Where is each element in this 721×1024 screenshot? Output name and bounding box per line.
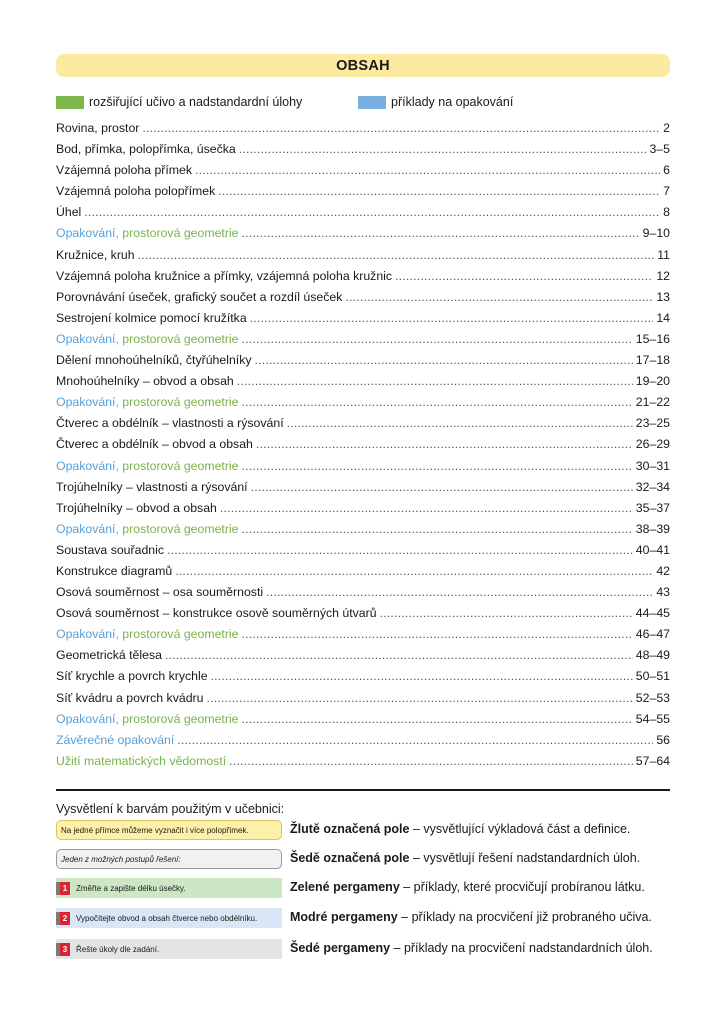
toc-label	[56, 392, 239, 413]
toc-row[interactable]	[56, 519, 670, 540]
toc-page-number: 13	[656, 289, 670, 304]
sample-box-green	[56, 878, 282, 898]
explanation-row	[56, 820, 670, 842]
toc-leader-dots	[84, 202, 660, 223]
explanation-row	[56, 908, 670, 930]
table-of-contents	[56, 118, 670, 772]
explanation-text	[290, 910, 652, 924]
toc-leader-dots	[242, 392, 633, 413]
toc-label-green: prostorová geometrie	[118, 331, 239, 346]
toc-row[interactable]	[56, 751, 670, 772]
toc-label: Geometrická tělesa	[56, 648, 162, 663]
toc-row[interactable]	[56, 561, 670, 582]
toc-page-number: 56	[656, 732, 670, 747]
toc-label	[56, 456, 239, 477]
toc-label-blue: Opakování,	[56, 627, 119, 642]
toc-label: Síť krychle a povrch krychle	[56, 669, 208, 684]
toc-row[interactable]	[56, 456, 670, 477]
legend-green	[56, 95, 302, 109]
toc-row[interactable]	[56, 434, 670, 455]
toc-leader-dots	[256, 434, 633, 455]
toc-page-number: 2	[663, 121, 670, 135]
toc-row[interactable]	[56, 477, 670, 498]
toc-page-number: 6	[663, 163, 670, 178]
explanation-rest: – vysvětlují řešení nadstandardních úloh.	[409, 851, 641, 865]
sample-box-yellow	[56, 820, 282, 840]
explanation-text	[290, 822, 630, 836]
toc-page-number: 17–18	[635, 353, 670, 368]
toc-leader-dots	[165, 645, 633, 666]
explanation-rest: – příklady na procvičení již probraného učiva.	[397, 910, 652, 924]
toc-page-number: 23–25	[635, 416, 670, 431]
toc-leader-dots	[220, 498, 633, 519]
toc-label-green: prostorová geometrie	[118, 395, 239, 410]
toc-page-number: 52–53	[635, 690, 670, 705]
toc-row[interactable]	[56, 645, 670, 666]
explanation-title: Vysvětlení k barvám použitým v učebnici:	[56, 802, 285, 816]
toc-page-number: 12	[656, 268, 670, 283]
toc-page-number: 11	[657, 247, 670, 262]
toc-leader-dots	[255, 350, 633, 371]
toc-label: Užití matematických vědomostí	[56, 753, 227, 768]
toc-label: Úhel	[56, 205, 82, 220]
divider	[56, 789, 670, 791]
sample-box-text: Změřte a zapište délku úsečky.	[76, 883, 186, 893]
toc-row[interactable]	[56, 245, 670, 266]
explanation-bold: Zelené pergameny	[290, 880, 400, 894]
toc-label-blue: Opakování,	[56, 226, 119, 241]
toc-page-number: 48–49	[635, 648, 670, 663]
explanation-text	[290, 851, 640, 865]
explanation-bold: Šedé pergameny	[290, 941, 391, 955]
toc-label: Vzájemná poloha přímek	[56, 163, 193, 178]
toc-label: Čtverec a obdélník – obvod a obsah	[56, 437, 253, 452]
toc-label: Konstrukce diagramů	[56, 563, 173, 578]
sample-box-text: Jeden z možných postupů řešení:	[61, 854, 181, 864]
blue-swatch	[358, 96, 386, 109]
toc-leader-dots	[242, 624, 633, 645]
toc-leader-dots	[345, 287, 653, 308]
toc-page-number: 21–22	[635, 395, 670, 410]
toc-row[interactable]	[56, 540, 670, 561]
toc-row[interactable]	[56, 730, 670, 751]
toc-label: Trojúhelníky – vlastnosti a rýsování	[56, 479, 248, 494]
toc-page-number: 46–47	[635, 627, 670, 642]
toc-label-green: prostorová geometrie	[118, 521, 239, 536]
toc-label: Vzájemná poloha polopřímek	[56, 184, 216, 199]
toc-label: Osová souměrnost – konstrukce osově souměrných útvarů	[56, 606, 377, 621]
toc-label	[56, 624, 239, 645]
toc-label: Porovnávání úseček, grafický součet a rozdíl úseček	[56, 289, 343, 304]
sample-box-gray	[56, 849, 282, 869]
toc-row[interactable]	[56, 139, 670, 160]
toc-page-number: 3–5	[649, 142, 670, 157]
toc-page-number: 50–51	[635, 669, 670, 684]
toc-leader-dots	[175, 561, 653, 582]
toc-row[interactable]	[56, 413, 670, 434]
explanation-rest: – příklady, které procvičují probíranou látku.	[399, 880, 645, 894]
toc-label: Soustava souřadnic	[56, 542, 165, 557]
sample-box-text: Vypočítejte obvod a obsah čtverce nebo obdélníku.	[76, 913, 258, 923]
explanation-row	[56, 878, 670, 900]
toc-label: Závěrečné opakování	[56, 732, 175, 747]
color-legend	[56, 95, 670, 109]
explanation-bold: Modré pergameny	[290, 910, 398, 924]
toc-label-green: prostorová geometrie	[118, 711, 239, 726]
toc-label: Sestrojení kolmice pomocí kružítka	[56, 310, 247, 325]
toc-label: Kružnice, kruh	[56, 247, 135, 262]
legend-green-label: rozšiřující učivo a nadstandardní úlohy	[89, 95, 303, 109]
explanation-row	[56, 939, 670, 961]
toc-label: Vzájemná poloha kružnice a přímky, vzájemná poloha kružnic	[56, 268, 393, 283]
toc-label: Mnohoúhelníky – obvod a obsah	[56, 374, 234, 389]
legend-blue-label: příklady na opakování	[391, 95, 514, 109]
toc-page-number: 35–37	[635, 500, 670, 515]
toc-row[interactable]	[56, 371, 670, 392]
toc-label: Bod, přímka, polopřímka, úsečka	[56, 142, 236, 157]
toc-label: Síť kvádru a povrch kvádru	[56, 690, 204, 705]
toc-page-number: 54–55	[635, 711, 670, 726]
explanation-text	[290, 941, 653, 955]
toc-row[interactable]	[56, 329, 670, 350]
toc-label-blue: Opakování,	[56, 331, 119, 346]
toc-page-number: 44–45	[635, 606, 670, 621]
toc-row[interactable]	[56, 202, 670, 223]
toc-row[interactable]	[56, 308, 670, 329]
toc-leader-dots	[195, 160, 660, 181]
toc-label-blue: Opakování,	[56, 458, 119, 473]
toc-label-green: prostorová geometrie	[118, 226, 239, 241]
explanation-row	[56, 849, 670, 871]
green-swatch	[56, 96, 84, 109]
toc-label-green: prostorová geometrie	[118, 627, 239, 642]
explanation-rest: – vysvětlující výkladová část a definice.	[409, 822, 631, 836]
sample-box-text: Řešte úkoly dle zadání.	[76, 944, 160, 954]
toc-label: Osová souměrnost – osa souměrnosti	[56, 585, 264, 600]
toc-leader-dots	[242, 223, 640, 244]
toc-row[interactable]	[56, 624, 670, 645]
toc-row[interactable]	[56, 223, 670, 244]
toc-row[interactable]	[56, 392, 670, 413]
toc-page-number: 9–10	[642, 226, 670, 241]
toc-row[interactable]	[56, 709, 670, 730]
toc-page-number: 32–34	[635, 479, 670, 494]
toc-label	[56, 709, 239, 730]
toc-leader-dots	[242, 709, 633, 730]
toc-label: Dělení mnohoúhelníků, čtyřúhelníky	[56, 353, 252, 368]
toc-row[interactable]	[56, 582, 670, 603]
toc-leader-dots	[251, 477, 633, 498]
toc-page-number: 38–39	[635, 521, 670, 536]
exercise-number-badge: 2	[56, 912, 70, 925]
toc-leader-dots	[287, 413, 633, 434]
explanation-bold: Žlutě označená pole	[290, 822, 410, 836]
toc-leader-dots	[142, 118, 660, 139]
toc-row[interactable]	[56, 118, 670, 139]
explanation-bold: Šedě označená pole	[290, 851, 410, 865]
toc-label-green: prostorová geometrie	[118, 458, 239, 473]
toc-label	[56, 519, 239, 540]
toc-leader-dots	[229, 751, 633, 772]
toc-label	[56, 223, 239, 244]
explanation-rest: – příklady na procvičení nadstandardních úloh.	[390, 941, 653, 955]
toc-row[interactable]	[56, 160, 670, 181]
toc-row[interactable]	[56, 603, 670, 624]
toc-row[interactable]	[56, 266, 670, 287]
toc-page-number: 15–16	[635, 331, 670, 346]
toc-row[interactable]	[56, 350, 670, 371]
toc-label-blue: Opakování,	[56, 395, 119, 410]
toc-row[interactable]	[56, 181, 670, 202]
toc-leader-dots	[242, 329, 633, 350]
toc-page-number: 42	[656, 563, 670, 578]
toc-page-number: 7	[663, 184, 670, 199]
toc-leader-dots	[266, 582, 653, 603]
toc-row[interactable]	[56, 666, 670, 687]
toc-label: Trojúhelníky – obvod a obsah	[56, 500, 217, 515]
toc-page-number: 14	[656, 310, 670, 325]
toc-page-number: 40–41	[635, 542, 670, 557]
toc-page-number: 8	[663, 205, 670, 220]
toc-label: Čtverec a obdélník – vlastnosti a rýsování	[56, 416, 284, 431]
toc-label-blue: Opakování,	[56, 521, 119, 536]
toc-row[interactable]	[56, 688, 670, 709]
sample-box-lgray	[56, 939, 282, 959]
toc-leader-dots	[177, 730, 653, 751]
toc-leader-dots	[167, 540, 633, 561]
toc-page-number: 57–64	[635, 753, 670, 768]
toc-label	[56, 329, 239, 350]
sample-box-text: Na jedné přímce můžeme vyznačit i více polopřímek.	[61, 825, 249, 835]
toc-row[interactable]	[56, 498, 670, 519]
toc-label: Rovina, prostor	[56, 121, 140, 135]
toc-leader-dots	[239, 139, 647, 160]
exercise-number-badge: 1	[56, 882, 70, 895]
toc-leader-dots	[395, 266, 653, 287]
toc-leader-dots	[138, 245, 655, 266]
toc-leader-dots	[380, 603, 633, 624]
toc-leader-dots	[206, 688, 632, 709]
toc-page-number: 30–31	[635, 458, 670, 473]
toc-page-number: 43	[656, 585, 670, 600]
sample-box-blue	[56, 908, 282, 928]
toc-leader-dots	[242, 519, 633, 540]
legend-blue	[358, 95, 513, 109]
toc-leader-dots	[218, 181, 660, 202]
toc-page-number: 26–29	[635, 437, 670, 452]
toc-label-blue: Opakování,	[56, 711, 119, 726]
toc-leader-dots	[242, 456, 633, 477]
toc-leader-dots	[250, 308, 654, 329]
toc-leader-dots	[211, 666, 633, 687]
explanation-text	[290, 880, 645, 894]
toc-page-number: 19–20	[635, 374, 670, 389]
exercise-number-badge: 3	[56, 943, 70, 956]
toc-leader-dots	[237, 371, 633, 392]
page-title: OBSAH	[56, 54, 670, 77]
toc-row[interactable]	[56, 287, 670, 308]
